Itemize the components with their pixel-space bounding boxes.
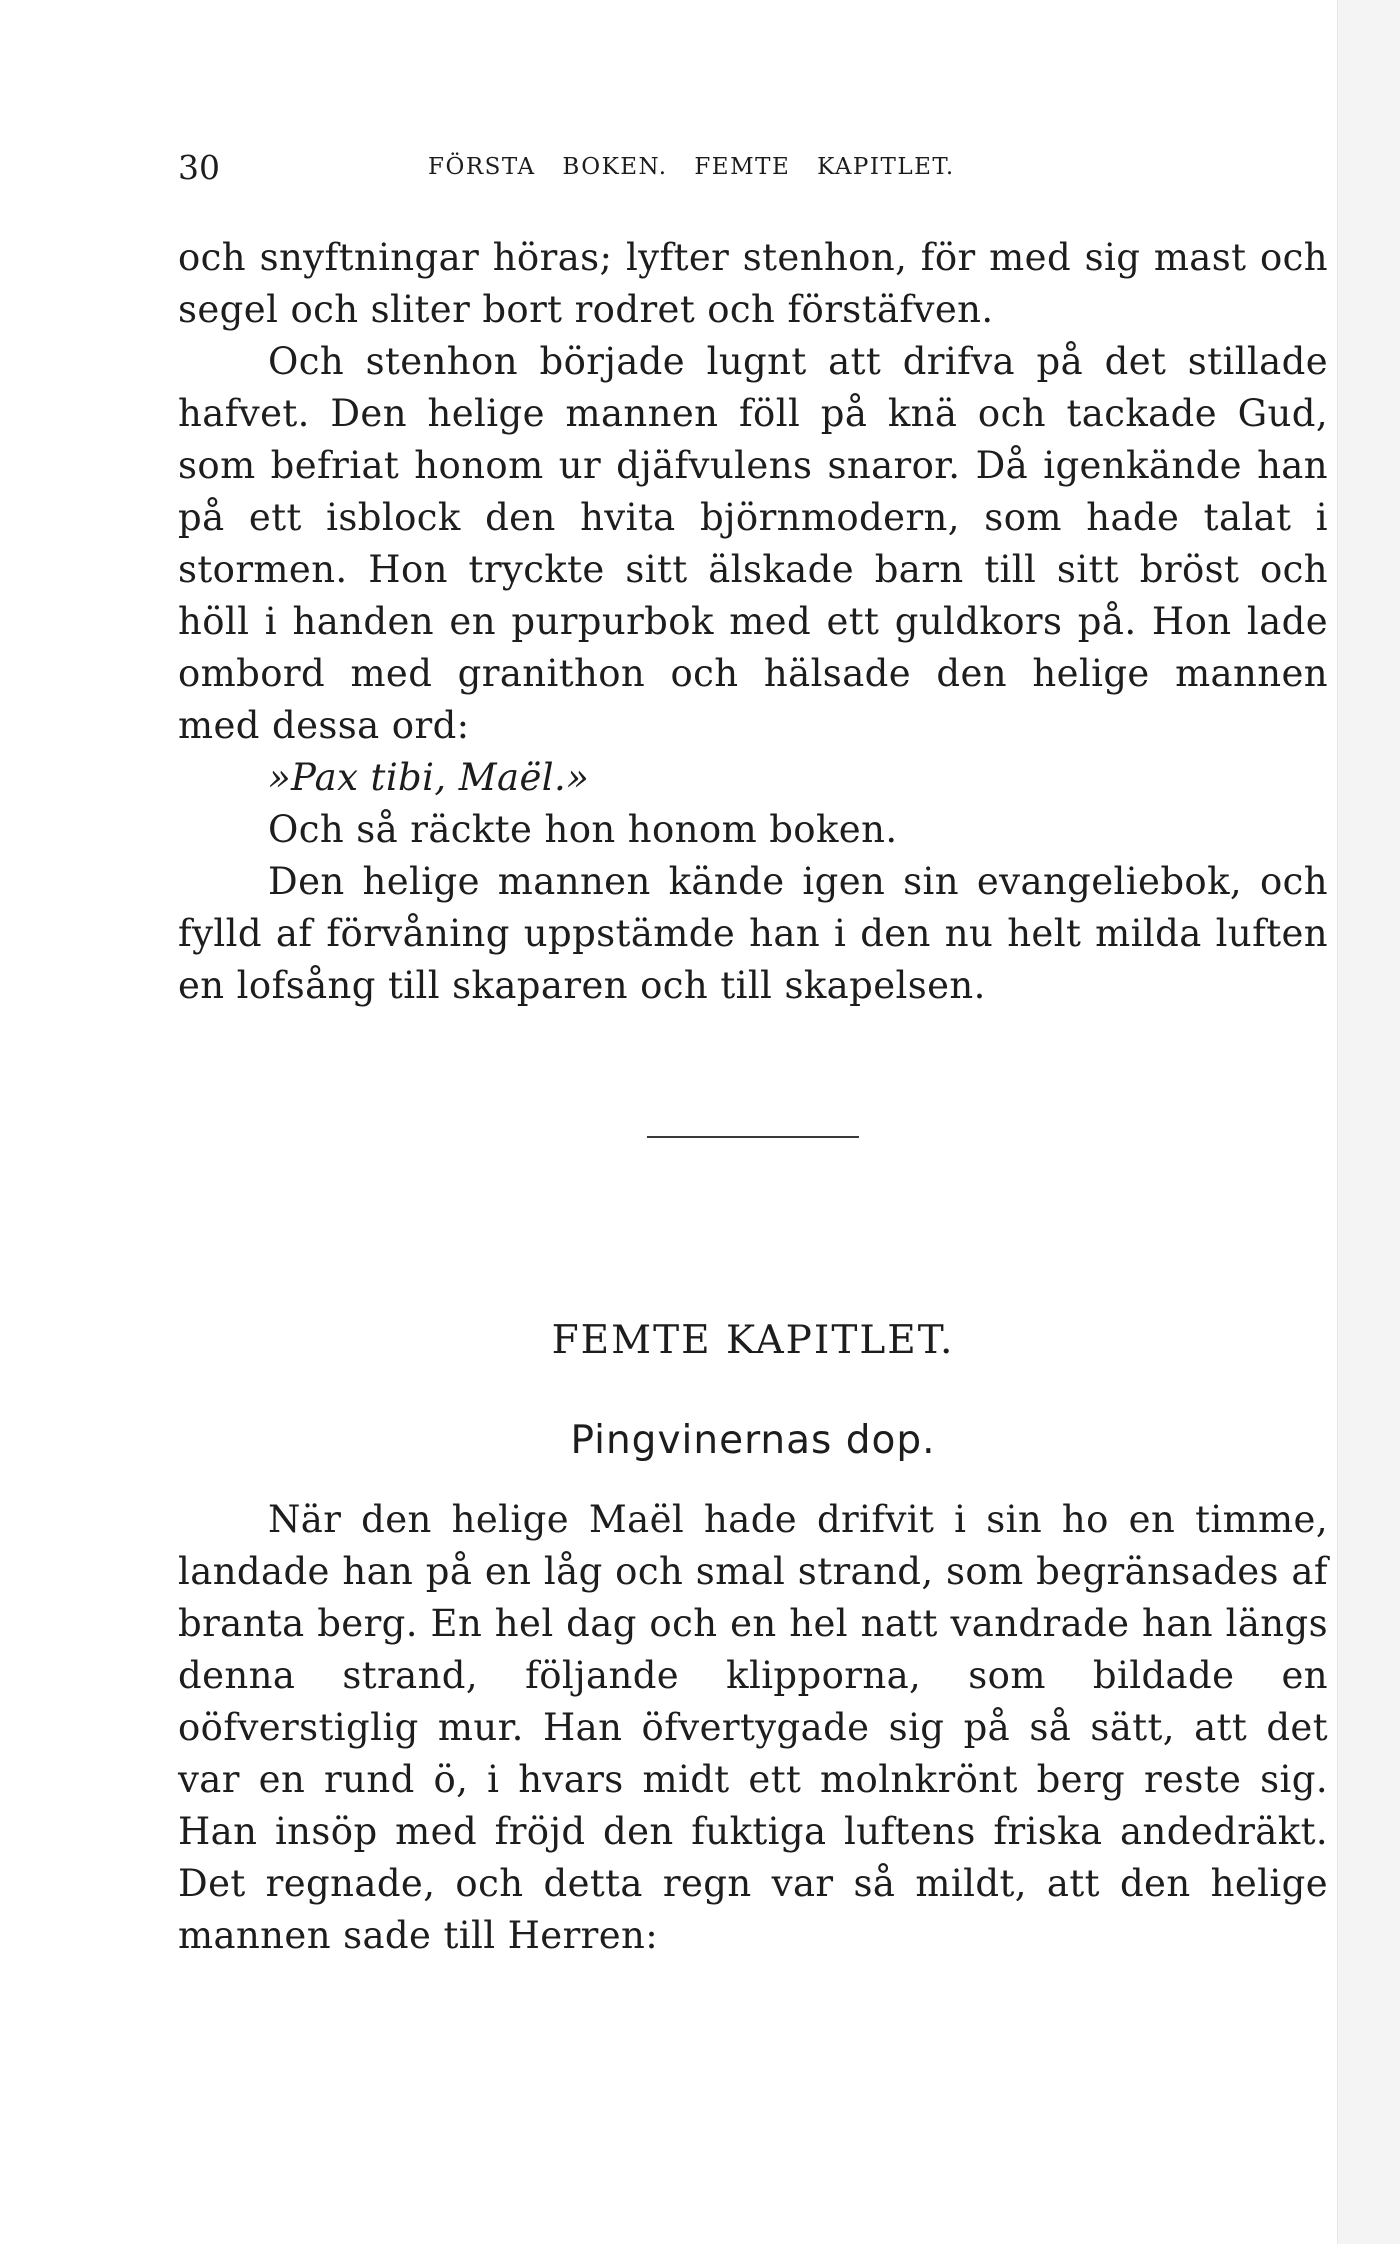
- paragraph: Och så räckte hon honom boken.: [268, 808, 898, 851]
- paragraph: När den helige Maël hade drifvit i sin ho en timme, landade han på en låg och smal strand, som begränsades af branta berg. En hel dag och en hel natt vandrade han längs denna strand, följande klipporna, som bildade en oöfverstiglig mur. Han öfvertygade sig på så sätt, att det var en rund ö, i hvars midt ett molnkrönt berg reste sig. Han insöp med fröjd den fuktiga luftens friska andedräkt. Det regnade, och detta regn var så mildt, att den helige mannen sade till Herren:: [178, 1498, 1328, 1957]
- chapter-subtitle: Pingvinernas dop.: [570, 1418, 936, 1463]
- chapter-heading: FEMTE KAPITLET.: [551, 1318, 955, 1363]
- paragraph: Den helige mannen kände igen sin evangeliebok, och fylld af förvåning uppstämde han i den nu helt milda luften en lofsång till skaparen och till skapelsen.: [178, 860, 1328, 1007]
- running-head: [178, 148, 1328, 188]
- section-divider: [647, 1136, 859, 1138]
- paragraph: och snyftningar höras; lyfter stenhon, för med sig mast och segel och sliter bort rodret och förstäfven.: [178, 236, 1328, 331]
- paragraph: Och stenhon började lugnt att drifva på det stillade hafvet. Den helige mannen föll på knä och tackade Gud, som befriat honom ur djäfvulens snaror. Då igenkände han på ett isblock den hvita björnmodern, som hade talat i stormen. Hon tryckte sitt älskade barn till sitt bröst och höll i handen en purpurbok med ett guldkors på. Hon lade ombord med granithon och hälsade den helige mannen med dessa ord:: [178, 340, 1328, 747]
- latin-greeting: »Pax tibi, Maël.»: [268, 756, 590, 799]
- page-edge-shadow: [1337, 0, 1400, 2244]
- page-number: 30: [178, 148, 220, 187]
- running-title: FÖRSTA BOKEN. FEMTE KAPITLET.: [428, 154, 955, 180]
- page-content: [178, 0, 1328, 2244]
